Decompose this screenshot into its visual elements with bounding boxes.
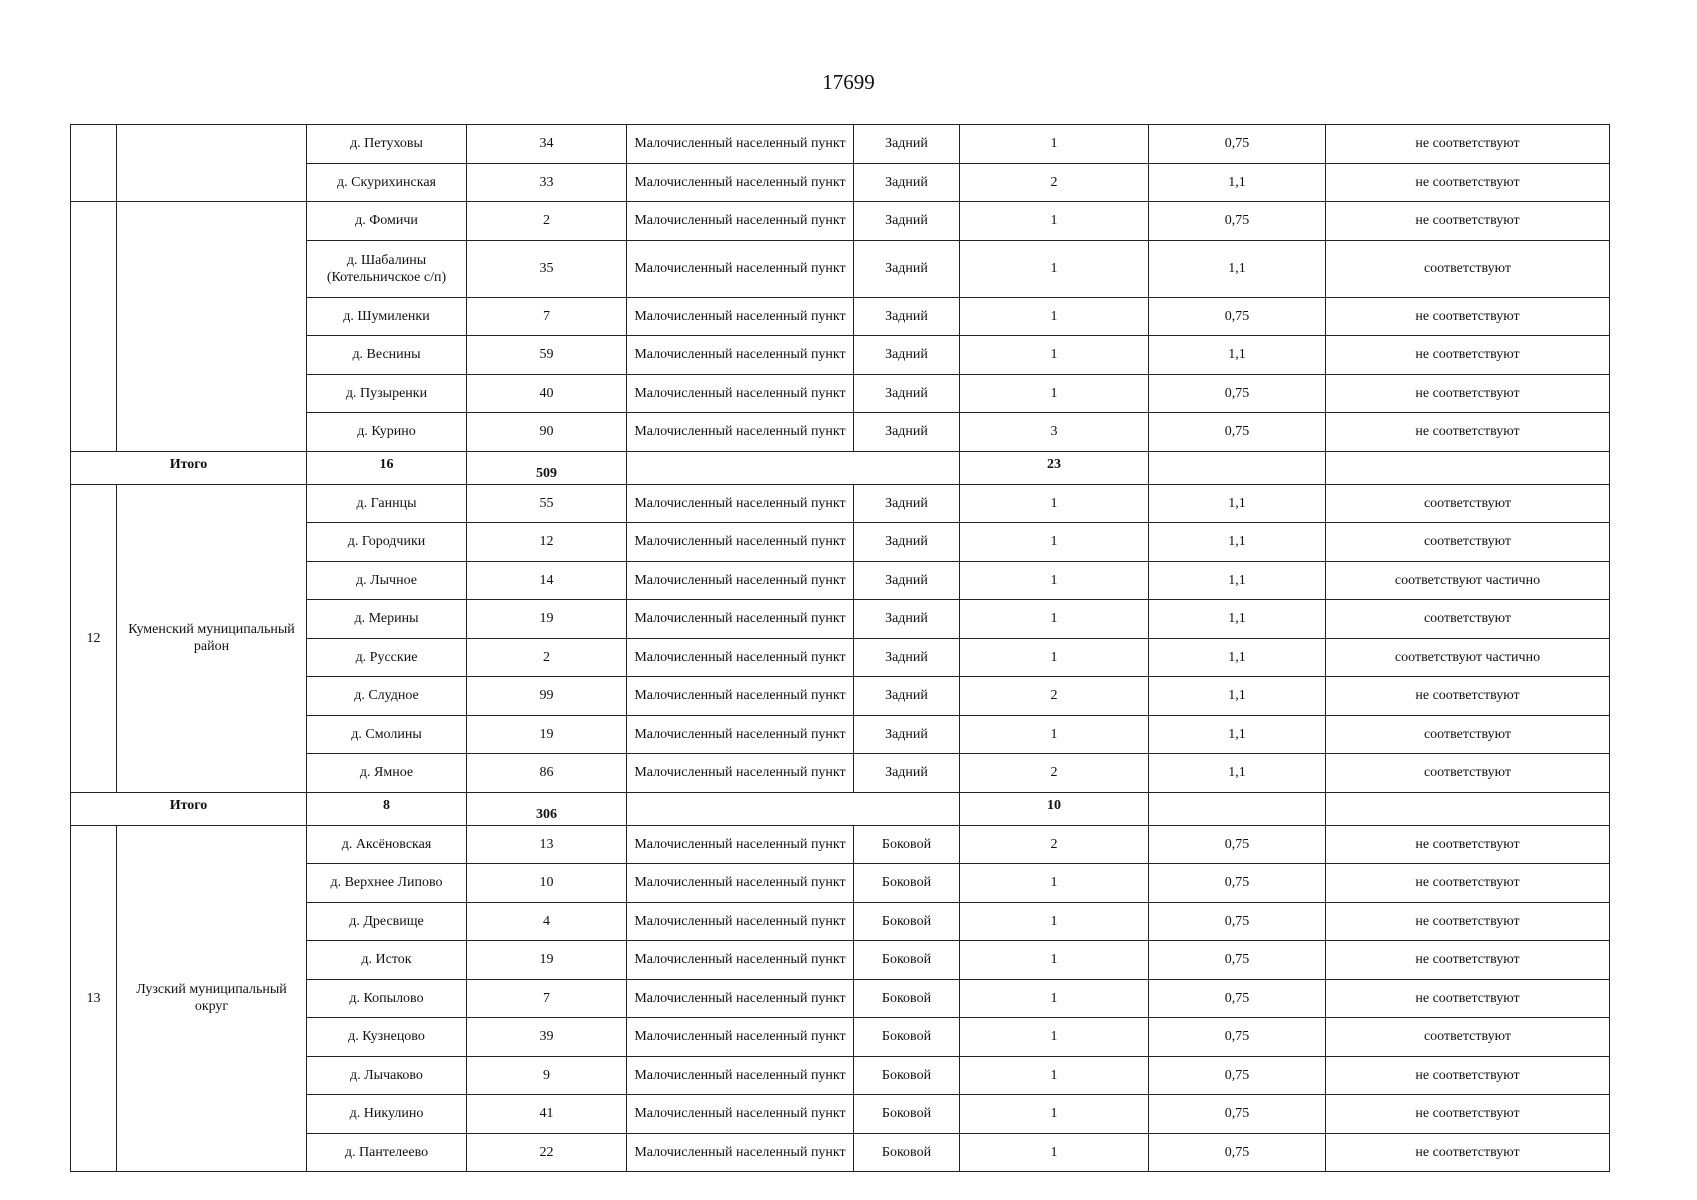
container-count: 1 [960,523,1149,562]
container-count: 1 [960,125,1149,164]
population: 40 [467,374,627,413]
table-row [71,202,1610,241]
compliance-status: соответствуют [1326,240,1610,297]
population: 2 [467,202,627,241]
container-volume: 0,75 [1149,1018,1326,1057]
table-row [71,125,1610,164]
population: 41 [467,1095,627,1134]
container-count: 1 [960,374,1149,413]
container-volume: 0,75 [1149,941,1326,980]
container-location: Задний [854,374,960,413]
compliance-status: не соответствуют [1326,163,1610,202]
population: 12 [467,523,627,562]
settlement-name: д. Верхнее Липово [307,864,467,903]
container-count: 1 [960,1133,1149,1172]
district-name: Куменский муниципальный район [117,484,307,792]
settlement-type: Малочисленный населенный пункт [627,941,854,980]
settlement-type: Малочисленный населенный пункт [627,1018,854,1057]
population: 2 [467,638,627,677]
settlement-name: д. Пантелеево [307,1133,467,1172]
settlement-type: Малочисленный населенный пункт [627,374,854,413]
compliance-status: не соответствуют [1326,864,1610,903]
settlement-type: Малочисленный населенный пункт [627,413,854,452]
container-location: Задний [854,297,960,336]
total-label: Итого [71,792,307,825]
compliance-status: не соответствуют [1326,413,1610,452]
container-volume: 0,75 [1149,1133,1326,1172]
population: 90 [467,413,627,452]
settlement-name: д. Петуховы [307,125,467,164]
settlement-name: д. Городчики [307,523,467,562]
settlement-type: Малочисленный населенный пункт [627,202,854,241]
container-volume: 0,75 [1149,979,1326,1018]
container-count: 1 [960,864,1149,903]
page-number: 17699 [822,70,875,94]
settlement-name: д. Слудное [307,677,467,716]
settlement-type: Малочисленный населенный пункт [627,902,854,941]
container-volume: 1,1 [1149,484,1326,523]
container-count: 1 [960,1056,1149,1095]
container-volume: 1,1 [1149,600,1326,639]
compliance-status: соответствуют [1326,754,1610,793]
settlement-type: Малочисленный населенный пункт [627,561,854,600]
settlement-type: Малочисленный населенный пункт [627,1133,854,1172]
district-name [117,125,307,202]
container-location: Задний [854,677,960,716]
container-count: 1 [960,240,1149,297]
compliance-status: не соответствуют [1326,374,1610,413]
settlement-name: д. Мерины [307,600,467,639]
total-row [71,792,1610,825]
total-empty [1326,792,1610,825]
population: 59 [467,336,627,375]
compliance-status: не соответствуют [1326,336,1610,375]
compliance-status: не соответствуют [1326,1056,1610,1095]
settlement-type: Малочисленный населенный пункт [627,125,854,164]
container-location: Боковой [854,1133,960,1172]
compliance-status: соответствуют частично [1326,561,1610,600]
compliance-status: соответствуют [1326,715,1610,754]
population: 4 [467,902,627,941]
container-count: 1 [960,600,1149,639]
container-count: 1 [960,1018,1149,1057]
container-location: Боковой [854,941,960,980]
container-location: Боковой [854,864,960,903]
compliance-status: не соответствуют [1326,979,1610,1018]
settlement-type: Малочисленный населенный пункт [627,1056,854,1095]
total-population: 509 [467,451,627,484]
total-settlement-count: 8 [307,792,467,825]
population: 14 [467,561,627,600]
container-count: 1 [960,202,1149,241]
container-count: 2 [960,163,1149,202]
container-location: Задний [854,484,960,523]
container-location: Задний [854,125,960,164]
settlement-type: Малочисленный населенный пункт [627,336,854,375]
container-volume: 1,1 [1149,523,1326,562]
container-location: Задний [854,240,960,297]
population: 7 [467,297,627,336]
settlement-name: д. Исток [307,941,467,980]
population: 19 [467,715,627,754]
compliance-status: не соответствуют [1326,941,1610,980]
container-volume: 0,75 [1149,864,1326,903]
settlement-type: Малочисленный населенный пункт [627,240,854,297]
container-volume: 0,75 [1149,202,1326,241]
population: 7 [467,979,627,1018]
container-count: 1 [960,941,1149,980]
container-volume: 1,1 [1149,715,1326,754]
settlement-name: д. Ямное [307,754,467,793]
settlement-name: д. Русские [307,638,467,677]
container-location: Боковой [854,1018,960,1057]
compliance-status: не соответствуют [1326,902,1610,941]
total-settlement-count: 16 [307,451,467,484]
container-location: Задний [854,600,960,639]
container-location: Задний [854,523,960,562]
compliance-status: соответствуют [1326,523,1610,562]
settlement-name: д. Фомичи [307,202,467,241]
settlement-type: Малочисленный населенный пункт [627,715,854,754]
total-containers: 23 [960,451,1149,484]
table-row [71,484,1610,523]
container-volume: 1,1 [1149,677,1326,716]
settlement-type: Малочисленный населенный пункт [627,864,854,903]
settlement-name: д. Шумиленки [307,297,467,336]
district-name [117,202,307,452]
container-volume: 0,75 [1149,1095,1326,1134]
total-empty [627,451,960,484]
container-count: 3 [960,413,1149,452]
total-empty [1149,792,1326,825]
settlement-name: д. Копылово [307,979,467,1018]
settlement-type: Малочисленный населенный пункт [627,979,854,1018]
settlement-name: д. Шабалины (Котельничское с/п) [307,240,467,297]
container-volume: 0,75 [1149,374,1326,413]
container-volume: 1,1 [1149,336,1326,375]
compliance-status: не соответствуют [1326,297,1610,336]
population: 33 [467,163,627,202]
population: 19 [467,600,627,639]
container-count: 1 [960,638,1149,677]
total-row [71,451,1610,484]
settlement-type: Малочисленный населенный пункт [627,600,854,639]
settlement-name: д. Лычное [307,561,467,600]
settlement-name: д. Ганнцы [307,484,467,523]
settlement-type: Малочисленный населенный пункт [627,677,854,716]
population: 55 [467,484,627,523]
container-location: Боковой [854,1095,960,1134]
container-volume: 1,1 [1149,163,1326,202]
population: 13 [467,825,627,864]
container-count: 1 [960,297,1149,336]
container-count: 1 [960,902,1149,941]
settlements-table [70,124,1610,1172]
settlement-type: Малочисленный населенный пункт [627,523,854,562]
district-name: Лузский муниципальный округ [117,825,307,1172]
compliance-status: соответствуют [1326,600,1610,639]
container-count: 1 [960,561,1149,600]
container-count: 1 [960,1095,1149,1134]
container-count: 2 [960,677,1149,716]
container-count: 2 [960,825,1149,864]
settlement-type: Малочисленный населенный пункт [627,1095,854,1134]
population: 19 [467,941,627,980]
total-empty [1326,451,1610,484]
container-volume: 0,75 [1149,1056,1326,1095]
container-location: Задний [854,413,960,452]
container-location: Задний [854,202,960,241]
population: 22 [467,1133,627,1172]
settlement-name: д. Аксёновская [307,825,467,864]
container-location: Задний [854,754,960,793]
total-empty [627,792,960,825]
compliance-status: соответствуют [1326,1018,1610,1057]
container-volume: 1,1 [1149,240,1326,297]
container-volume: 0,75 [1149,125,1326,164]
compliance-status: не соответствуют [1326,825,1610,864]
compliance-status: соответствуют [1326,484,1610,523]
settlement-name: д. Никулино [307,1095,467,1134]
settlement-name: д. Смолины [307,715,467,754]
total-empty [1149,451,1326,484]
settlement-type: Малочисленный населенный пункт [627,754,854,793]
container-location: Задний [854,163,960,202]
settlement-name: д. Веснины [307,336,467,375]
container-count: 1 [960,979,1149,1018]
row-number [71,125,117,202]
settlement-type: Малочисленный населенный пункт [627,825,854,864]
population: 35 [467,240,627,297]
container-location: Задний [854,715,960,754]
container-location: Задний [854,561,960,600]
population: 34 [467,125,627,164]
compliance-status: не соответствуют [1326,125,1610,164]
container-volume: 0,75 [1149,825,1326,864]
population: 10 [467,864,627,903]
population: 99 [467,677,627,716]
settlement-type: Малочисленный населенный пункт [627,163,854,202]
container-count: 1 [960,484,1149,523]
container-location: Боковой [854,979,960,1018]
compliance-status: не соответствуют [1326,677,1610,716]
settlement-type: Малочисленный населенный пункт [627,638,854,677]
container-count: 1 [960,336,1149,375]
container-volume: 0,75 [1149,413,1326,452]
container-volume: 0,75 [1149,902,1326,941]
settlement-name: д. Дресвище [307,902,467,941]
container-count: 2 [960,754,1149,793]
container-volume: 1,1 [1149,638,1326,677]
container-volume: 1,1 [1149,561,1326,600]
total-label: Итого [71,451,307,484]
compliance-status: не соответствуют [1326,1133,1610,1172]
container-location: Боковой [854,1056,960,1095]
container-volume: 1,1 [1149,754,1326,793]
table-row [71,825,1610,864]
row-number: 12 [71,484,117,792]
settlement-name: д. Лычаково [307,1056,467,1095]
population: 9 [467,1056,627,1095]
settlement-type: Малочисленный населенный пункт [627,484,854,523]
settlement-name: д. Курино [307,413,467,452]
compliance-status: не соответствуют [1326,1095,1610,1134]
settlement-type: Малочисленный населенный пункт [627,297,854,336]
container-location: Боковой [854,902,960,941]
container-location: Задний [854,336,960,375]
compliance-status: не соответствуют [1326,202,1610,241]
population: 86 [467,754,627,793]
compliance-status: соответствуют частично [1326,638,1610,677]
settlement-name: д. Скурихинская [307,163,467,202]
row-number [71,202,117,452]
settlement-name: д. Пузыренки [307,374,467,413]
container-count: 1 [960,715,1149,754]
container-volume: 0,75 [1149,297,1326,336]
settlement-name: д. Кузнецово [307,1018,467,1057]
container-location: Задний [854,638,960,677]
container-location: Боковой [854,825,960,864]
total-containers: 10 [960,792,1149,825]
total-population: 306 [467,792,627,825]
population: 39 [467,1018,627,1057]
row-number: 13 [71,825,117,1172]
